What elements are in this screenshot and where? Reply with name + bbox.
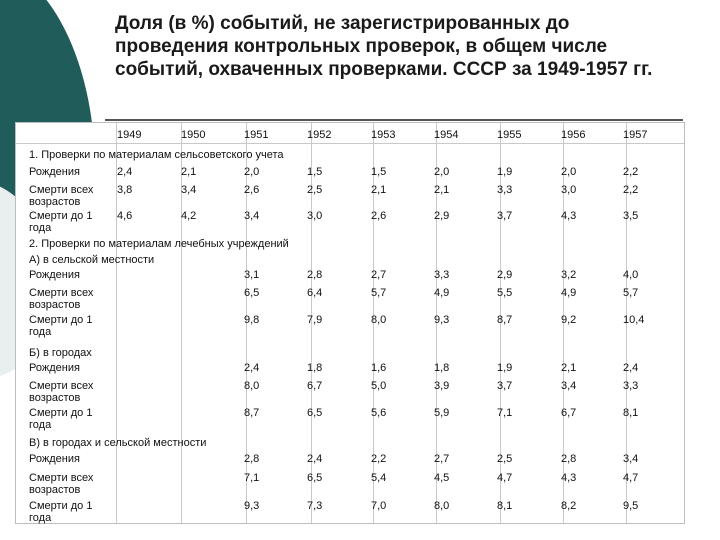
table-cell: 8,0 — [371, 314, 387, 326]
row-label: Смерти всех возрастов — [29, 184, 94, 208]
table-cell: 9,8 — [244, 314, 260, 326]
section-label: Б) в городах — [29, 347, 92, 359]
table-cell: 2,9 — [497, 269, 513, 281]
table-cell: 5,6 — [371, 407, 387, 419]
table-cell: 5,9 — [434, 407, 450, 419]
table-cell: 2,1 — [371, 184, 387, 196]
column-divider — [116, 123, 117, 523]
table-cell: 5,5 — [497, 287, 513, 299]
title-underline — [105, 119, 683, 121]
table-cell: 4,7 — [623, 472, 639, 484]
table-cell: 3,8 — [117, 184, 133, 196]
year-header: 1957 — [623, 129, 648, 141]
table-cell: 8,1 — [623, 407, 639, 419]
table-cell: 1,8 — [434, 362, 450, 374]
table-cell: 2,0 — [434, 166, 450, 178]
table-cell: 4,9 — [561, 287, 577, 299]
table-cell: 4,9 — [434, 287, 450, 299]
table-cell: 2,5 — [497, 453, 513, 465]
table-cell: 8,0 — [244, 380, 260, 392]
table-cell: 5,7 — [371, 287, 387, 299]
table-cell: 3,2 — [561, 269, 577, 281]
row-label: Рождения — [29, 453, 80, 465]
table-cell: 4,6 — [117, 210, 133, 222]
table-cell: 2,9 — [434, 210, 450, 222]
table-cell: 1,6 — [371, 362, 387, 374]
table-cell: 8,2 — [561, 500, 577, 512]
row-label: Рождения — [29, 166, 80, 178]
table-cell: 1,5 — [371, 166, 387, 178]
row-label: Смерти всех возрастов — [29, 472, 94, 496]
table-cell: 2,6 — [371, 210, 387, 222]
table-cell: 1,9 — [497, 362, 513, 374]
table-cell: 2,5 — [307, 184, 323, 196]
row-label: Рождения — [29, 269, 80, 281]
row-label: Рождения — [29, 362, 80, 374]
year-header: 1950 — [181, 129, 206, 141]
table-cell: 6,5 — [307, 472, 323, 484]
table-cell: 2,1 — [434, 184, 450, 196]
page-title: Доля (в %) событий, не зарегистрированных до проведения контрольных проверок, в общем числе событий, охваченных проверками. СССР за 1949-1957 гг. — [115, 13, 653, 80]
year-header: 1951 — [244, 129, 269, 141]
table-cell: 3,1 — [244, 269, 260, 281]
row-label: Смерти до 1 года — [29, 314, 93, 338]
table-cell: 4,7 — [497, 472, 513, 484]
row-label: Смерти всех возрастов — [29, 287, 94, 311]
table-cell: 2,4 — [307, 453, 323, 465]
section-label: А) в сельской местности — [29, 254, 155, 266]
table-cell: 2,1 — [181, 166, 197, 178]
year-header: 1949 — [117, 129, 142, 141]
table-cell: 4,5 — [434, 472, 450, 484]
row-label: Смерти до 1 года — [29, 210, 93, 234]
year-header: 1955 — [497, 129, 522, 141]
table-cell: 2,4 — [117, 166, 133, 178]
row-label: Смерти до 1 года — [29, 407, 93, 431]
table-cell: 2,4 — [244, 362, 260, 374]
table-cell: 9,3 — [434, 314, 450, 326]
table-cell: 4,2 — [181, 210, 197, 222]
table-cell: 4,3 — [561, 472, 577, 484]
table-cell: 5,7 — [623, 287, 639, 299]
table-cell: 6,7 — [307, 380, 323, 392]
table-cell: 1,5 — [307, 166, 323, 178]
table-cell: 9,3 — [244, 500, 260, 512]
section-label: 1. Проверки по материалам сельсоветского учета — [29, 149, 284, 161]
table-cell: 2,0 — [244, 166, 260, 178]
section-label: 2. Проверки по материалам лечебных учреждений — [29, 238, 289, 250]
row-label: Смерти до 1 года — [29, 500, 93, 524]
table-cell: 2,7 — [371, 269, 387, 281]
table-cell: 1,9 — [497, 166, 513, 178]
table-cell: 3,7 — [497, 210, 513, 222]
table-cell: 2,2 — [623, 184, 639, 196]
table-cell: 3,0 — [307, 210, 323, 222]
table-cell: 2,8 — [244, 453, 260, 465]
table-cell: 3,4 — [181, 184, 197, 196]
table-cell: 3,3 — [497, 184, 513, 196]
table-cell: 2,2 — [623, 166, 639, 178]
table-cell: 6,7 — [561, 407, 577, 419]
table-cell: 6,5 — [307, 407, 323, 419]
table-cell: 2,1 — [561, 362, 577, 374]
table-cell: 6,5 — [244, 287, 260, 299]
column-divider — [181, 123, 182, 523]
table-cell: 3,9 — [434, 380, 450, 392]
table-cell: 4,3 — [561, 210, 577, 222]
table-cell: 3,4 — [561, 380, 577, 392]
table-cell: 3,4 — [623, 453, 639, 465]
table-cell: 8,7 — [244, 407, 260, 419]
table-cell: 2,2 — [371, 453, 387, 465]
table-cell: 3,7 — [497, 380, 513, 392]
year-header: 1953 — [371, 129, 396, 141]
table-cell: 8,7 — [497, 314, 513, 326]
table-cell: 2,6 — [244, 184, 260, 196]
table-cell: 4,0 — [623, 269, 639, 281]
table-cell: 7,3 — [307, 500, 323, 512]
section-label: В) в городах и сельской местности — [29, 437, 207, 449]
table-cell: 2,0 — [561, 166, 577, 178]
table-cell: 9,2 — [561, 314, 577, 326]
row-label: Смерти всех возрастов — [29, 380, 94, 404]
table-cell: 3,5 — [623, 210, 639, 222]
table-cell: 5,4 — [371, 472, 387, 484]
year-header: 1954 — [434, 129, 459, 141]
year-header: 1956 — [561, 129, 586, 141]
table-cell: 10,4 — [623, 314, 645, 326]
table-cell: 8,1 — [497, 500, 513, 512]
table-cell: 7,1 — [244, 472, 260, 484]
table-cell: 7,9 — [307, 314, 323, 326]
table-cell: 6,4 — [307, 287, 323, 299]
table-cell: 2,8 — [307, 269, 323, 281]
table-cell: 3,0 — [561, 184, 577, 196]
table-cell: 2,4 — [623, 362, 639, 374]
table-cell: 3,4 — [244, 210, 260, 222]
table-cell: 3,3 — [623, 380, 639, 392]
table-cell: 7,0 — [371, 500, 387, 512]
year-header: 1952 — [307, 129, 332, 141]
table-cell: 8,0 — [434, 500, 450, 512]
header-divider — [16, 143, 684, 144]
table-cell: 7,1 — [497, 407, 513, 419]
table-cell: 2,7 — [434, 453, 450, 465]
table-cell: 5,0 — [371, 380, 387, 392]
table-cell: 9,5 — [623, 500, 639, 512]
table-cell: 3,3 — [434, 269, 450, 281]
data-table — [15, 122, 685, 524]
table-cell: 1,8 — [307, 362, 323, 374]
table-cell: 2,8 — [561, 453, 577, 465]
